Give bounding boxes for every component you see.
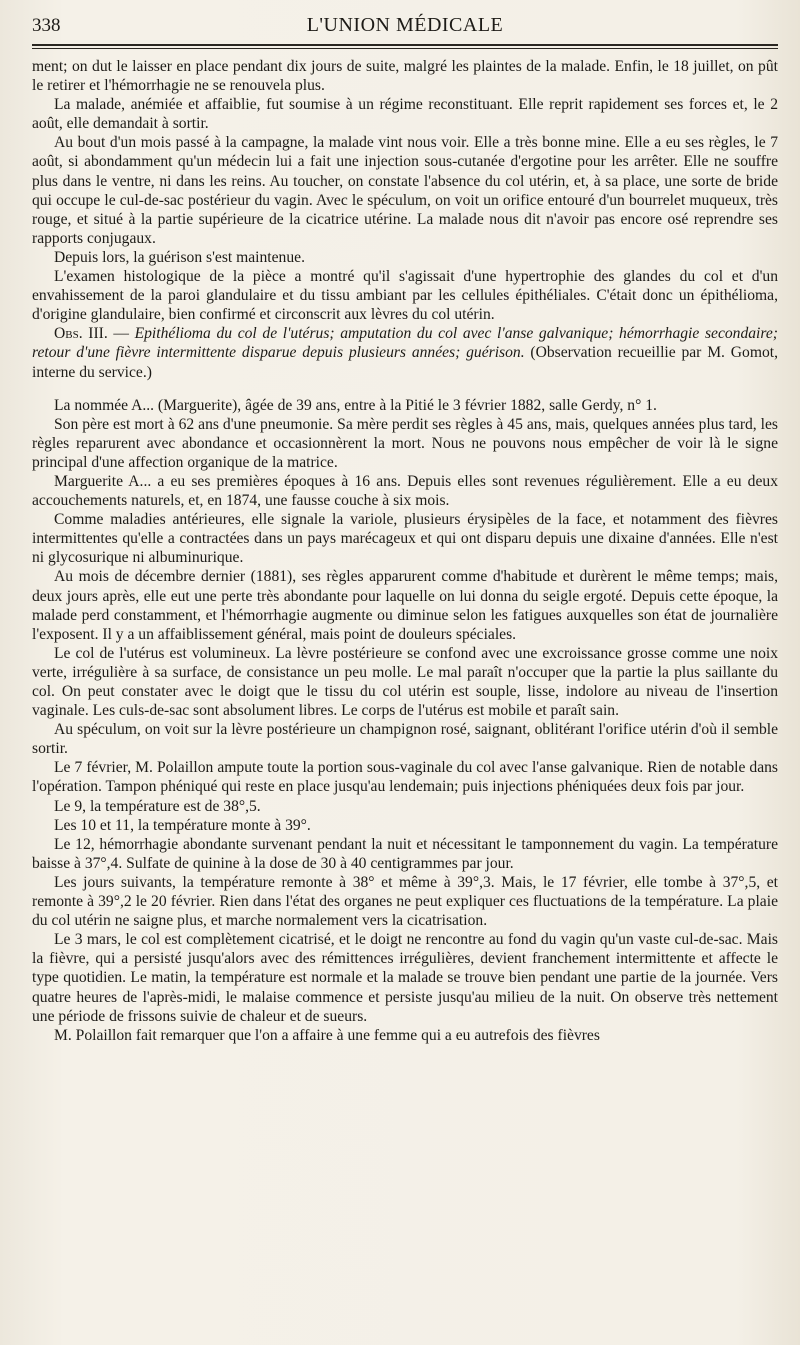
paragraph: Comme maladies antérieures, elle signale la variole, plusieurs érysipèles de la face, et notamment des fièvres intermittentes qu'elle a contractées dans un pays marécageux et qui ont disparu depuis une dixaine d'années. Elle n'est ni glycosurique ni albuminurique. (32, 511, 778, 567)
observation-heading (32, 324, 778, 381)
observation-note: (Observation recueillie par M. Gomot, interne du service.) (32, 344, 778, 381)
header-rule (32, 48, 778, 49)
paragraph: Le 12, hémorrhagie abondante survenant pendant la nuit et nécessitant le tamponnement du vagin. La température baisse à 37°,4. Sulfate de quinine à la dose de 30 à 40 centigrammes par jour. (32, 835, 778, 872)
paragraph: La nommée A... (Marguerite), âgée de 39 ans, entre à la Pitié le 3 février 1882, salle Gerdy, n° 1. (54, 396, 657, 414)
paragraph: Marguerite A... a eu ses premières époques à 16 ans. Depuis elles sont revenues régulièrement. Elle a eu deux accouchements naturels, et, en 1874, une fausse couche à six mois. (32, 472, 778, 510)
article-body (32, 57, 778, 1045)
running-title: L'UNION MÉDICALE (306, 14, 504, 36)
observation-title: Epithélioma du col de l'utérus; amputation du col avec l'anse galvanique; hémorrhagie secondaire; retour d'une fièvre intermittente disparue depuis plusieurs années; guérison. (32, 325, 778, 362)
paragraph: M. Polaillon fait remarquer que l'on a affaire à une femme qui a eu autrefois des fièvres (54, 1026, 600, 1044)
paragraph: Au spéculum, on voit sur la lèvre postérieure un champignon rosé, saignant, oblitérant l'orifice utérin d'où il semble sortir. (32, 721, 778, 758)
page-number: 338 (32, 15, 61, 36)
paragraph: ment; on dut le laisser en place pendant dix jours de suite, malgré les plaintes de la malade. Enfin, le 18 juillet, on pût le retirer et l'hémorrhagie ne se renouvela plus. (32, 58, 778, 95)
paragraph: Le 7 février, M. Polaillon ampute toute la portion sous-vaginale du col avec l'anse galvanique. Rien de notable dans l'opération. Tampon phéniqué qui reste en place jusqu'au lendemain; puis injections phéniquées deux fois par jour. (32, 759, 778, 796)
paragraph: Les 10 et 11, la température monte à 39°. (54, 816, 311, 834)
paragraph: La malade, anémiée et affaiblie, fut soumise à un régime reconstituant. Elle reprit rapidement ses forces et, le 2 août, elle demandait à sortir. (32, 96, 778, 133)
paragraph: Le 3 mars, le col est complètement cicatrisé, et le doigt ne rencontre au fond du vagin qu'un vaste cul-de-sac. Mais la fièvre, qui a persisté jusqu'alors avec des rémittences irrégulières, devient franchement intermittente et affecte le type quotidien. Le matin, la température est normale et la malade se trouve bien pendant une partie de la journée. Vers quatre heures de l'après-midi, le malaise commence et persiste jusqu'au milieu de la nuit. On observe très nettement une période de frissons suivie de chaleur et de sueurs. (32, 931, 778, 1025)
paragraph: Son père est mort à 62 ans d'une pneumonie. Sa mère perdit ses règles à 45 ans, mais, quelques années plus tard, les règles reparurent avec abondance et occasionnèrent la mort. Nous ne pouvons nous empêcher de voir là le signe principal d'une affection organique de la matrice. (32, 415, 778, 471)
observation-dash: — (107, 325, 135, 343)
paragraph: Depuis lors, la guérison s'est maintenue. (54, 248, 305, 266)
paragraph: Le col de l'utérus est volumineux. La lèvre postérieure se confond avec une excroissance grosse comme une noix verte, irrégulière à sa surface, de consistance un peu molle. Le mal paraît n'occuper que la partie la plus saillante du col. On peut constater avec le doigt que le tissu du col utérin est souple, lisse, indolore au niveau de l'insertion vaginale. Les culs-de-sac sont absolument libres. Le corps de l'utérus est mobile et paraît sain. (32, 644, 778, 720)
page-header (32, 14, 778, 46)
paragraph: Au mois de décembre dernier (1881), ses règles apparurent comme d'habitude et durèrent le même temps; mais, deux jours après, elle eut une perte très abondante pour laquelle on lui donna du seigle ergoté. Depuis cette époque, la malade perd constamment, et l'hémorrhagie augmente ou diminue selon les fatigues auxquelles son état de journalière l'exposent. Il y a un affaiblissement général, mais point de douleurs spéciales. (32, 568, 778, 643)
paragraph: L'examen histologique de la pièce a montré qu'il s'agissait d'une hypertrophie des glandes du col et d'un envahissement de la paroi glandulaire et du tissu ambiant par les cellules épithéliales. C'était donc un épithélioma, d'origine glandulaire, bien confirmé et circonscrit aux lèvres du col utérin. (32, 268, 778, 324)
observation-label: Obs. III. (54, 325, 108, 343)
paragraph: Les jours suivants, la température remonte à 38° et même à 39°,3. Mais, le 17 février, elle tombe à 37°,5, et remonte à 39°,2 le 20 février. Rien dans l'état des organes ne peut expliquer ces fluctuations de la température. La plaie du col utérin ne saigne plus, et marche normalement vers la cicatrisation. (32, 873, 778, 930)
paragraph: Au bout d'un mois passé à la campagne, la malade vint nous voir. Elle a très bonne mine. Elle a eu ses règles, le 7 août, si abondamment qu'un médecin lui a fait une injection sous-cutanée d'ergotine pour les arrêter. Elle ne souffre plus dans le ventre, ni dans les reins. Au toucher, on constate l'absence du col utérin, et, à sa place, une sorte de bride qui occupe le cul-de-sac postérieur du vagin. Avec le spéculum, on voit un orifice entouré d'un bourrelet muqueux, très rouge, et situé à la partie supérieure de la cicatrice utérine. La malade nous dit n'avoir pas encore osé reprendre ses rapports conjugaux. (32, 134, 778, 247)
paragraph: Le 9, la température est de 38°,5. (54, 797, 261, 815)
